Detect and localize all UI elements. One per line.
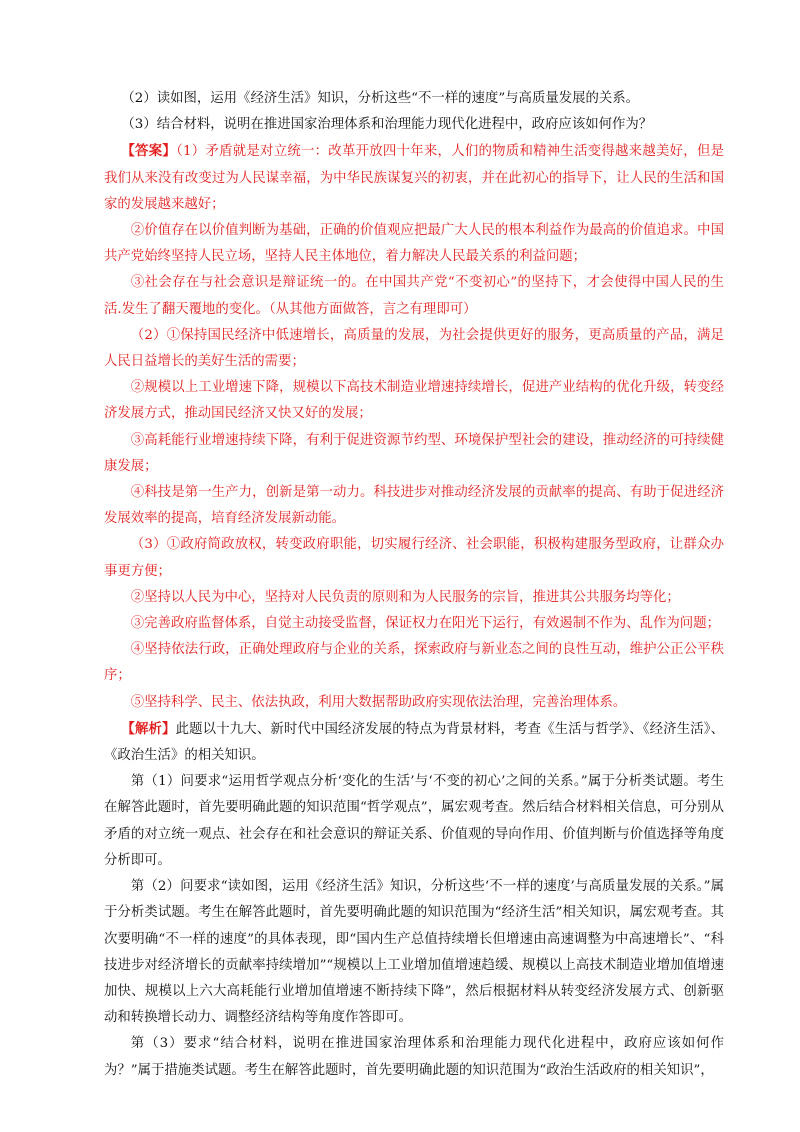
analysis-intro-text: 此题以十九大、新时代中国经济发展的特点为背景材料，考查《生活与哲学》、《经济生活》、《政治生活》的相关知识。 — [104, 721, 725, 764]
document-page — [104, 86, 724, 1084]
analysis-section1: 第（1）问要求“运用哲学观点分析‘变化的生活’与‘不变的初心’之间的关系。”属于分析类试题。考生在解答此题时，首先要明确此题的知识范围“哲学观点”，属宏观考查。然后结合材料相关信息，可分别从矛盾的对立统一观点、社会存在和社会意识的辩证关系、价值观的导向作用、价值判断与价值选择等角度分析即可。 — [104, 774, 724, 868]
answer-part1 — [104, 138, 724, 218]
analysis-section2: 第（2）问要求“读如图，运用《经济生活》知识，分析这些‘不一样的速度’与高质量发展的关系。”属于分析类试题。考生在解答此题时，首先要明确此题的知识范围为“经济生活”相关知识，属宏观考查。其次要明确“不一样的速度”的具体表现，即“国内生产总值持续增长但增速由高速调整为中高速增长”、“科技进步对经济增长的贡献率持续增加”“规模以上工业增加值增速趋缓、规模以上高技术制造业增加值增速加快、规模以上六大高耗能行业增加值增速不断持续下降”，然后根据材料从转变经济发展方式、创新驱动和转换增长动力、调整经济结构等角度作答即可。 — [104, 879, 724, 1026]
answer-part1-point2: ②价值存在以价值判断为基础，正确的价值观应把最广大人民的根本利益作为最高的价值追求。中国共产党始终坚持人民立场，坚持人民主体地位，着力解决人民最关系的利益问题； — [104, 223, 724, 265]
analysis-section3: 第（3）要求“结合材料，说明在推进国家治理体系和治理能力现代化进程中，政府应该如何作为？”属于措施类试题。考生在解答此题时，首先要明确此题的知识范围为“政治生活政府的相关知识”， — [104, 1036, 724, 1078]
answer-part1-text: （1）矛盾就是对立统一：改革开放四十年来，人们的物质和精神生活变得越来越美好，但是我们从来没有改变过为人民谋幸福，为中华民族谋复兴的初衷，并在此初心的指导下，让人民的生活和国家的发展越来越好； — [104, 144, 724, 212]
analysis-tag: 【解析】 — [121, 720, 176, 737]
answer-part2-point3: ③高耗能行业增速持续下降，有利于促进资源节约型、环境保护型社会的建设，推动经济的可持续健康发展； — [104, 432, 724, 474]
answer-part3-point3: ③完善政府监督体系，自觉主动接受监督，保证权力在阳光下运行，有效遏制不作为、乱作为问题； — [130, 616, 720, 632]
analysis-intro — [104, 716, 724, 769]
answer-part3-point4: ④坚持依法行政，正确处理政府与企业的关系，探索政府与新业态之间的良性互动，维护公正公平秩序； — [104, 642, 724, 684]
answer-part2-point2: ②规模以上工业增速下降，规模以下高技术制造业增速持续增长，促进产业结构的优化升级，转变经济发展方式，推动国民经济又快又好的发展； — [104, 380, 724, 422]
answer-part3-point2: ②坚持以人民为中心，坚持对人民负责的原则和为人民服务的宗旨，推进其公共服务均等化； — [130, 589, 680, 605]
question-2: （2）读如图，运用《经济生活》知识，分析这些“不一样的速度”与高质量发展的关系。 — [121, 91, 640, 106]
question-3: （3）结合材料，说明在推进国家治理体系和治理能力现代化进程中，政府应该如何作为？ — [121, 117, 653, 133]
answer-part3-point5: ⑤坚持科学、民主、依法执政，利用大数据帮助政府实现依法治理，完善治理体系。 — [130, 694, 627, 710]
answer-part1-point3: ③社会存在与社会意识是辩证统一的。在中国共产党“不变初心”的坚持下，才会使得中国人民的生活.发生了翻天覆地的变化。（从其他方面做答，言之有理即可） — [104, 275, 724, 317]
answer-part2-point1: （2）①保持国民经济中低速增长，高质量的发展，为社会提供更好的服务，更高质量的产品，满足人民日益增长的美好生活的需要； — [104, 327, 724, 370]
answer-part2-point4: ④科技是第一生产力，创新是第一动力。科技进步对推动经济发展的贡献率的提高、有助于促进经济发展效率的提高，培育经济发展新动能。 — [104, 485, 724, 527]
answer-tag: 【答案】 — [121, 143, 177, 160]
answer-part3-point1: （3）①政府简政放权，转变政府职能，切实履行经济、社会职能，积极构建服务型政府，让群众办事更方便； — [104, 537, 724, 579]
